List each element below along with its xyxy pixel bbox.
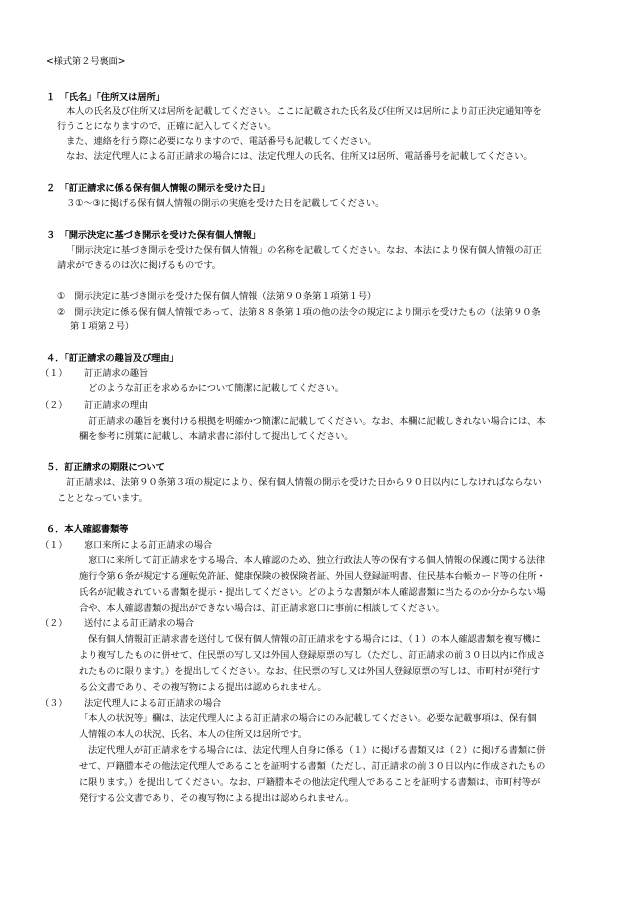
- section-5-line: 訂正請求は、法第９０条第３項の規定により、保有個人情報の開示を受けた日から９０日以内にしなければならない: [66, 477, 542, 488]
- section-6-sub1-line: 氏名が記載されている書類を提示・提出してください。どのような書類が本人確認書類に当たるのか分からない場: [79, 587, 546, 598]
- section-4-sub1-title: 訂正請求の趣旨: [84, 368, 149, 379]
- section-3-list-item: ② 開示決定に係る保有個人情報であって、法第８８条第１項の他の法令の規定により開示を受けたもの（法第９０条: [57, 307, 541, 318]
- section-1-line: 本人の氏名及び住所又は居所を記載してください。ここに記載された氏名及び住所又は居所により訂正決定通知等を: [66, 106, 542, 117]
- section-5-heading: ５．訂正請求の期限について: [46, 462, 165, 473]
- section-1-line: 行うことになりますので、正確に記入してください。: [57, 121, 277, 132]
- section-6-sub3-line: に限ります。）を提出してください。なお、戸籍謄本その他法定代理人であることを証明する書類は、市町村等が: [79, 777, 541, 788]
- section-5-line: こととなっています。: [57, 493, 148, 504]
- section-6-sub2-label: （２）: [40, 618, 68, 629]
- section-6-sub1-line: 施行令第６条が規定する運転免許証、健康保険の被保険者証、外国人登録証明書、住民基本台帳カード等の住所・: [79, 571, 546, 582]
- section-2-line: ３①～③に掲げる保有個人情報の開示の実施を受けた日を記載してください。: [66, 198, 385, 209]
- section-6-sub3-line: せて、戸籍謄本その他法定代理人であることを証明する書類（ただし、訂正請求の前３０日以内に作成されたもの: [79, 761, 546, 772]
- section-3-line: 「開示決定に基づき開示を受けた保有個人情報」の名称を記載してください。なお、本法により保有個人情報の訂正: [66, 245, 542, 256]
- section-4-sub1-line: どのような訂正を求めるかについて簡潔に記載してください。: [88, 383, 344, 394]
- section-3-list-item: ① 開示決定に基づき開示を受けた保有個人情報（法第９０条第１項第１号）: [57, 291, 377, 302]
- section-6-sub3-line: 発行する公文書であり、その複写物による提出は認められません。: [79, 793, 354, 804]
- section-1-heading: １ 「氏名」「住所又は居所」: [46, 92, 165, 103]
- section-1-line: なお、法定代理人による訂正請求の場合には、法定代理人の氏名、住所又は居所、電話番号を記載してください。: [66, 151, 533, 162]
- section-3-list-item-cont: 第１項第２号）: [70, 321, 135, 332]
- section-6-sub1-title: 窓口来所による訂正請求の場合: [84, 540, 213, 551]
- section-6-sub3-line: 「本人の状況等」欄は、法定代理人による訂正請求の場合にのみ記載してください。必要な記載事項は、保有個: [79, 713, 537, 724]
- section-4-sub1-label: （１）: [40, 368, 68, 379]
- section-4-sub2-line: 欄を参考に別葉に記載し、本請求書に添付して提出してください。: [79, 431, 354, 442]
- section-6-sub1-label: （１）: [40, 540, 68, 551]
- section-6-sub3-line: 人情報の本人の状況、氏名、本人の住所又は居所です。: [79, 729, 307, 740]
- section-1-line: また、連絡を行う際に必要になりますので、電話番号も記載してください。: [66, 136, 377, 147]
- section-4-sub2-label: （２）: [40, 400, 68, 411]
- section-4-sub2-title: 訂正請求の理由: [84, 400, 149, 411]
- section-6-sub3-line: 法定代理人が訂正請求をする場合には、法定代理人自身に係る（１）に掲げる書類又は（２）に掲げる書類に併: [88, 745, 546, 756]
- section-6-sub2-line: 保有個人情報訂正請求書を送付して保有個人情報の訂正請求をする場合には、（１）の本人確認書類を複写機に: [88, 634, 541, 645]
- section-4-sub2-line: 訂正請求の趣旨を裏付ける根拠を明確かつ簡潔に記載してください。なお、本欄に記載しきれない場合には、本: [88, 416, 546, 427]
- section-6-sub2-title: 送付による訂正請求の場合: [84, 618, 194, 629]
- section-6-sub1-line: 合や、本人確認書類の提出ができない場合は、訂正請求窓口に事前に相談してください。: [79, 603, 445, 614]
- form-label: <様式第２号裏面>: [46, 56, 126, 67]
- section-6-sub2-line: より複写したものに併せて、住民票の写し又は外国人登録原票の写し（ただし、訂正請求の前３０日以内に作成さ: [79, 650, 546, 661]
- section-6-sub3-title: 法定代理人による訂正請求の場合: [84, 698, 222, 709]
- section-3-heading: ３ 「開示決定に基づき開示を受けた保有個人情報」: [46, 230, 261, 241]
- section-6-sub2-line: る公文書であり、その複写物による提出は認められません。: [79, 682, 327, 693]
- section-6-heading: ６．本人確認書類等: [46, 524, 129, 535]
- section-6-sub3-label: （３）: [40, 698, 68, 709]
- section-6-sub1-line: 窓口に来所して訂正請求をする場合、本人確認のため、独立行政法人等の保有する個人情報の保護に関する法律: [88, 555, 545, 566]
- section-6-sub2-line: れたものに限ります。）を提出してください。なお、住民票の写し又は外国人登録原票の写しは、市町村が発行す: [79, 666, 541, 677]
- section-2-heading: ２ 「訂正請求に係る保有個人情報の開示を受けた日」: [46, 183, 271, 194]
- section-3-line: 請求ができるのは次に掲げるものです。: [57, 260, 221, 271]
- section-4-heading: ４．「訂正請求の趣旨及び理由」: [46, 353, 179, 364]
